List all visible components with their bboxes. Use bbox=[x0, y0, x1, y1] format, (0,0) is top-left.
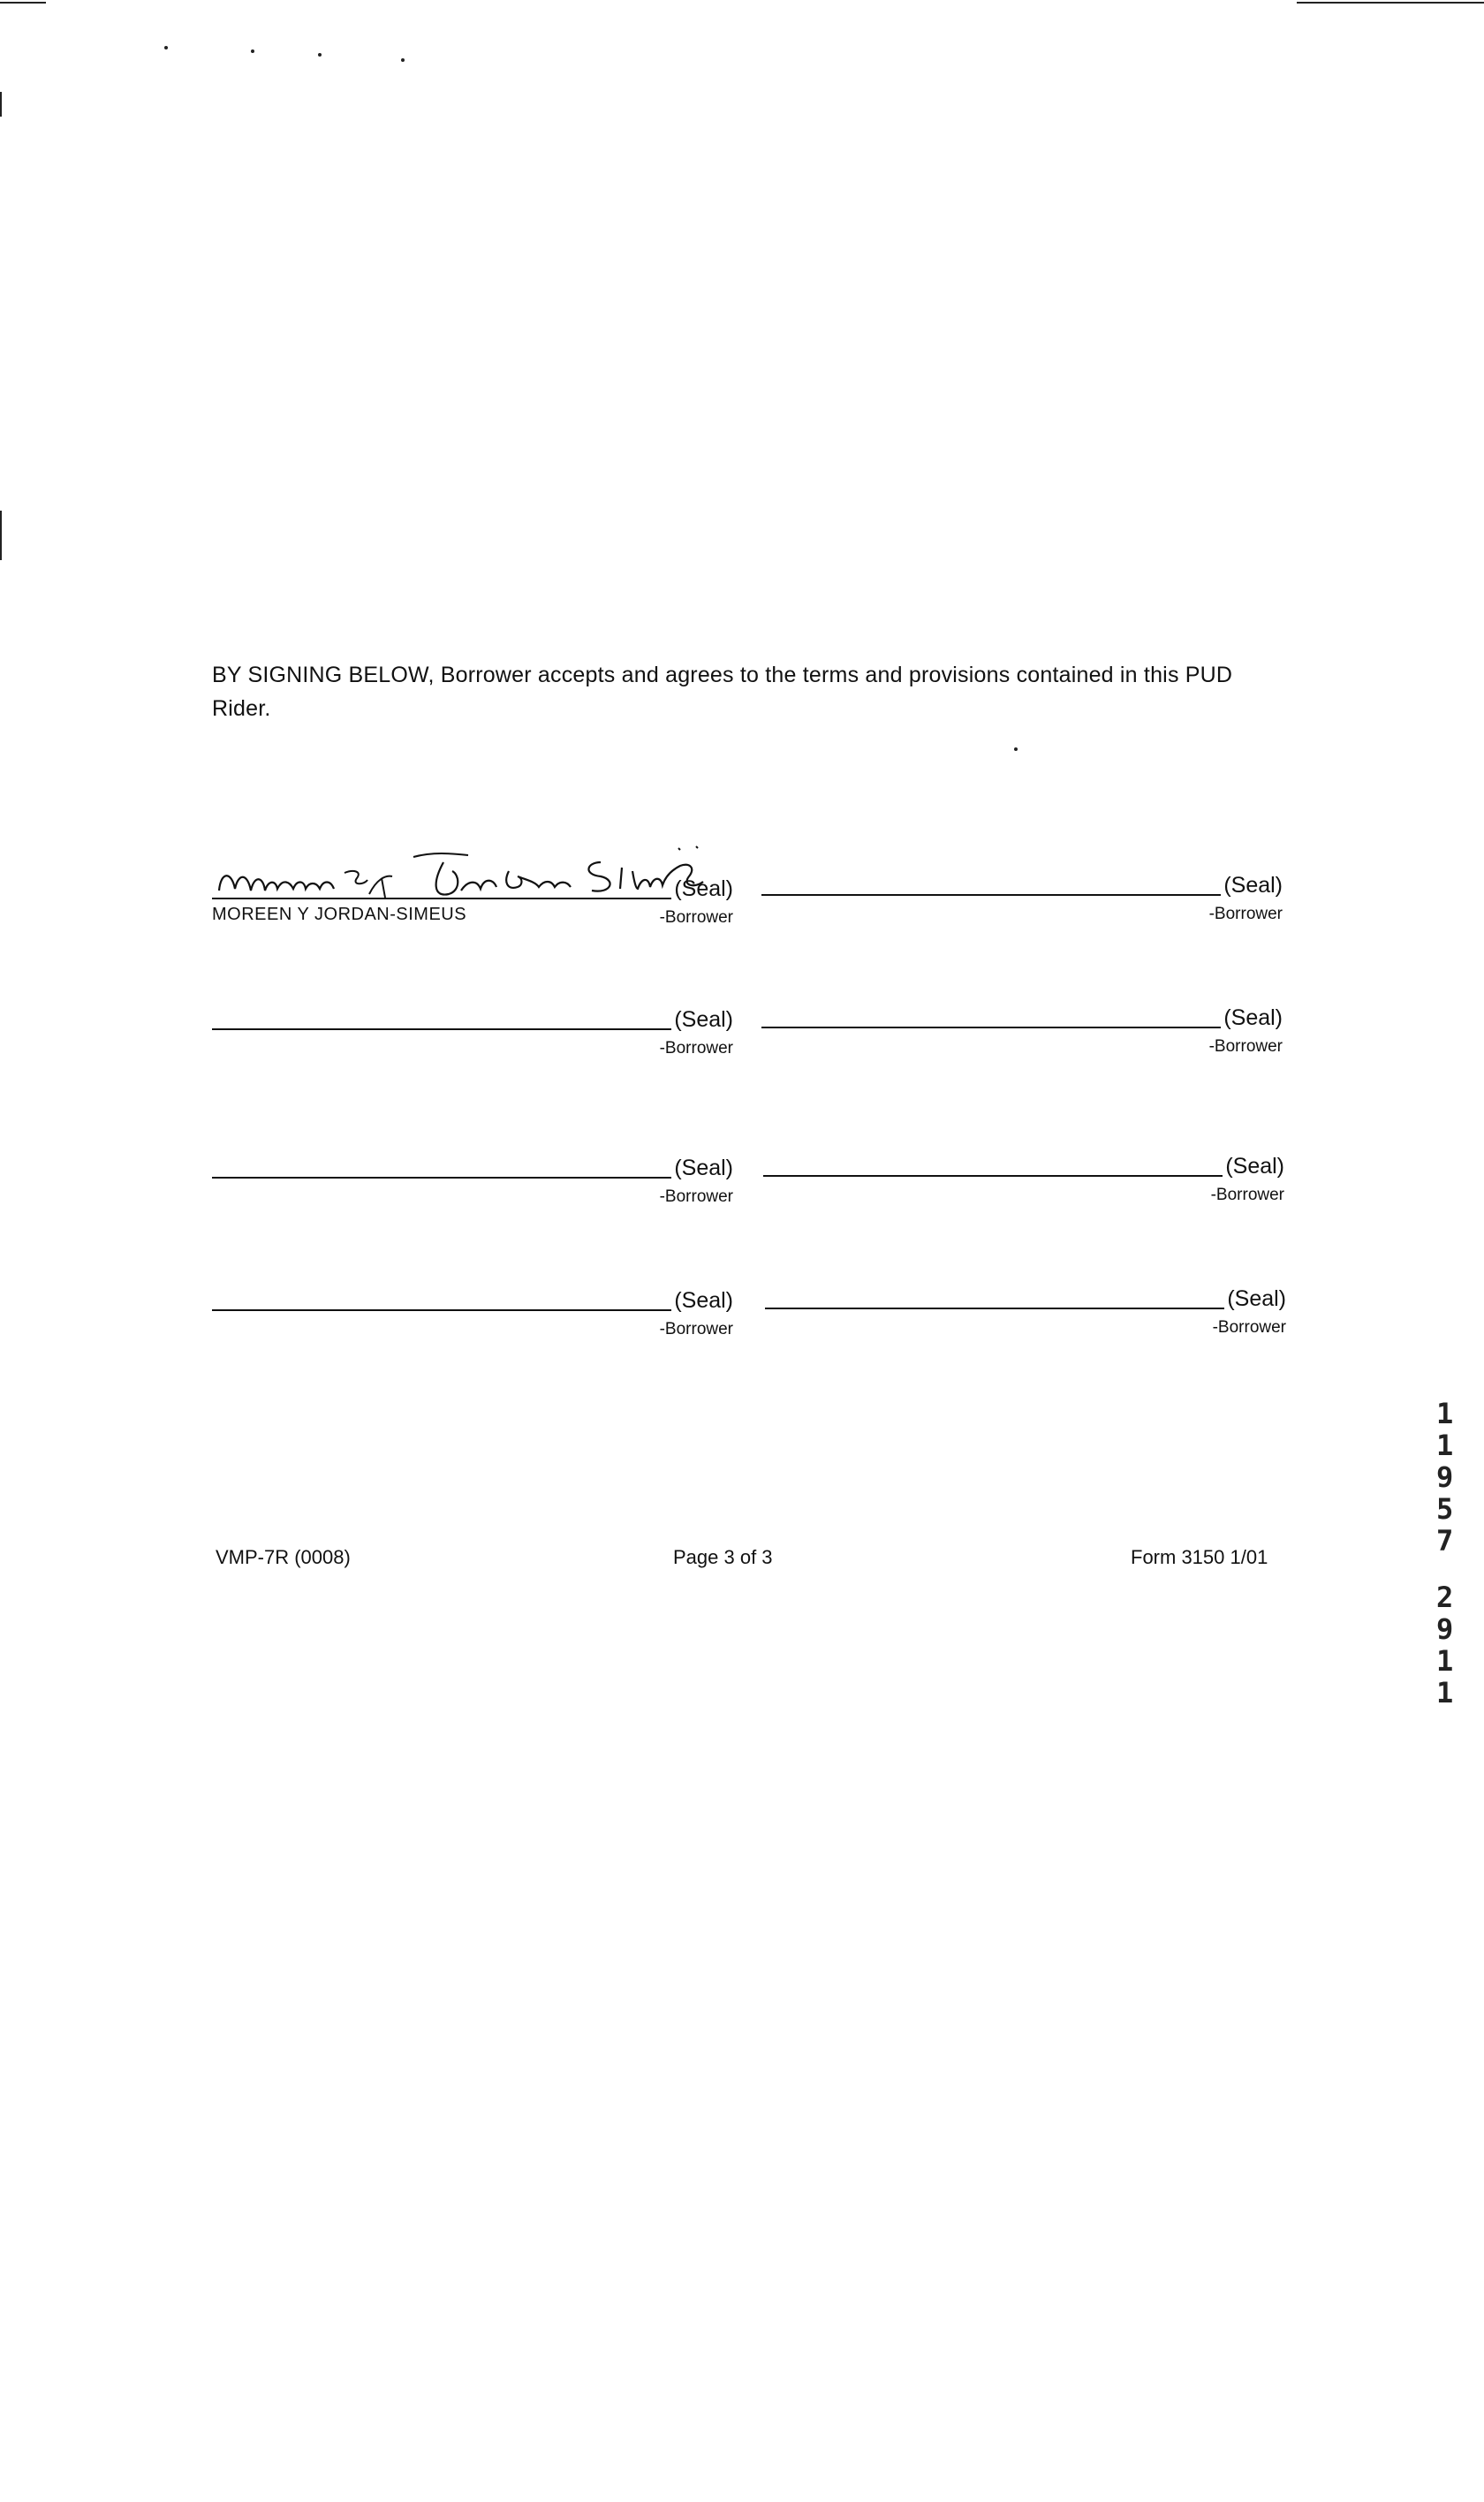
borrower-printed-name: MOREEN Y JORDAN-SIMEUS bbox=[212, 905, 467, 924]
borrower-label: -Borrower bbox=[1210, 1186, 1284, 1204]
side-stamp-digit: 9 bbox=[1436, 1460, 1454, 1494]
borrower-label: -Borrower bbox=[1208, 1037, 1283, 1056]
scan-artifact-dot bbox=[318, 53, 322, 57]
signature-line bbox=[763, 1175, 1223, 1177]
seal-label: (Seal) bbox=[674, 1007, 733, 1032]
signature-block-2[interactable] bbox=[761, 853, 1283, 923]
signature-line bbox=[761, 894, 1221, 896]
borrower-label: -Borrower bbox=[1212, 1318, 1286, 1337]
footer-page-number: Page 3 of 3 bbox=[673, 1546, 773, 1568]
signature-line bbox=[212, 1177, 671, 1179]
side-stamp-digit: 9 bbox=[1436, 1612, 1454, 1646]
scan-artifact-left-mark bbox=[0, 92, 2, 117]
seal-label: (Seal) bbox=[1227, 1286, 1286, 1311]
scan-artifact-left-mark bbox=[0, 511, 2, 560]
scan-artifact-dot bbox=[401, 58, 405, 62]
side-stamp-digit: 1 bbox=[1436, 1397, 1454, 1430]
signature-line bbox=[761, 1027, 1221, 1028]
scan-artifact-dot bbox=[164, 46, 168, 49]
side-stamp-digit: 7 bbox=[1436, 1524, 1454, 1558]
seal-label: (Seal) bbox=[674, 1288, 733, 1313]
signature-line bbox=[212, 1309, 671, 1311]
intro-paragraph: BY SIGNING BELOW, Borrower accepts and agrees to the terms and provisions contained in this PUD Rider. bbox=[212, 663, 1233, 721]
borrower-label: -Borrower bbox=[659, 1039, 733, 1058]
seal-label: (Seal) bbox=[1223, 873, 1283, 898]
side-stamp-digit: 1 bbox=[1436, 1676, 1454, 1710]
signature-block-1[interactable] bbox=[212, 857, 733, 927]
seal-label: (Seal) bbox=[1223, 1005, 1283, 1030]
scan-artifact-top-left-line bbox=[0, 2, 46, 4]
scan-artifact-top-right-line bbox=[1297, 2, 1484, 4]
borrower-label: -Borrower bbox=[659, 1320, 733, 1338]
footer-form-code: VMP-7R (0008) bbox=[216, 1546, 351, 1568]
signature-block-8[interactable] bbox=[765, 1267, 1286, 1337]
borrower-label: -Borrower bbox=[1208, 905, 1283, 923]
signature-line bbox=[765, 1308, 1224, 1309]
signature-block-7[interactable] bbox=[212, 1269, 733, 1338]
side-stamp-digit: 1 bbox=[1436, 1644, 1454, 1678]
signature-line bbox=[212, 898, 671, 899]
side-stamp-digit: 5 bbox=[1436, 1492, 1454, 1526]
borrower-label: -Borrower bbox=[659, 908, 733, 927]
signature-block-3[interactable] bbox=[212, 988, 733, 1058]
seal-label: (Seal) bbox=[674, 1156, 733, 1180]
seal-label: (Seal) bbox=[674, 876, 733, 901]
scan-artifact-dot bbox=[251, 49, 254, 53]
signature-block-6[interactable] bbox=[763, 1134, 1284, 1204]
side-stamp-digit: 1 bbox=[1436, 1429, 1454, 1462]
signature-block-5[interactable] bbox=[212, 1136, 733, 1206]
seal-label: (Seal) bbox=[1225, 1154, 1284, 1179]
borrower-label: -Borrower bbox=[659, 1187, 733, 1206]
scan-artifact-dot bbox=[1014, 747, 1018, 751]
signature-block-4[interactable] bbox=[761, 986, 1283, 1056]
signature-line bbox=[212, 1028, 671, 1030]
footer-form-number: Form 3150 1/01 bbox=[1131, 1546, 1268, 1568]
side-stamp-digit: 2 bbox=[1436, 1581, 1454, 1614]
borrower-signature bbox=[212, 836, 733, 906]
